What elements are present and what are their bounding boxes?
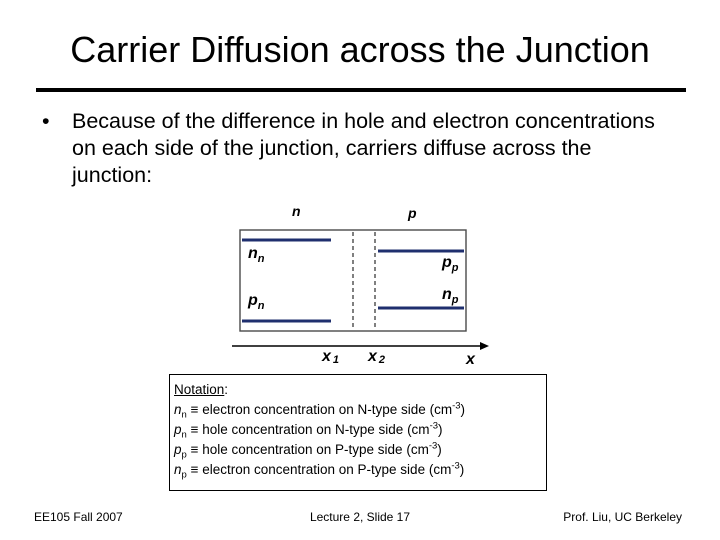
notation-row: $n_n$ ≡ electron concentration on N-type side $(cm^{-3})$ xyxy=(174,400,466,421)
notation-row: $p_p$ ≡ hole concentration on P-type side $(cm^{-3})$ xyxy=(174,440,442,461)
x-axis-arrow xyxy=(480,342,489,350)
notation-heading-colon: : xyxy=(224,382,229,397)
np-label: $n_p$ xyxy=(442,286,459,306)
slide-title: Carrier Diffusion across the Junction xyxy=(70,29,650,70)
footer-slide-number: Lecture 2, Slide 17 xyxy=(309,510,411,524)
bullet-marker: • xyxy=(42,109,50,133)
p-region-label: p xyxy=(408,205,417,221)
footer-course: EE105 Fall 2007 xyxy=(34,510,123,524)
x-axis-label: x xyxy=(466,351,475,368)
nn-label: $n_n$ xyxy=(248,245,265,265)
title-underline xyxy=(36,88,686,92)
bullet-text: Because of the difference in hole and electron concentrations on each side of the junction, carriers diffuse across the junction: xyxy=(72,109,655,187)
junction-diagram xyxy=(230,200,495,370)
n-region-label: n xyxy=(292,203,301,219)
footer-author: Prof. Liu, UC Berkeley xyxy=(563,510,682,524)
notation-heading-line xyxy=(174,380,542,400)
pn-label: $p_n$ xyxy=(248,292,265,312)
pp-label: $p_p$ xyxy=(442,254,459,274)
notation-row: $p_n$ ≡ hole concentration on N-type side $(cm^{-3})$ xyxy=(174,420,443,441)
notation-row: $n_p$ ≡ electron concentration on P-type side $(cm^{-3})$ xyxy=(174,460,465,481)
x2-label: x 2 xyxy=(368,348,386,366)
junction-box xyxy=(240,230,466,331)
notation-heading: Notation xyxy=(174,382,225,397)
notation-box xyxy=(169,374,547,491)
x1-label: x 1 xyxy=(322,348,340,366)
